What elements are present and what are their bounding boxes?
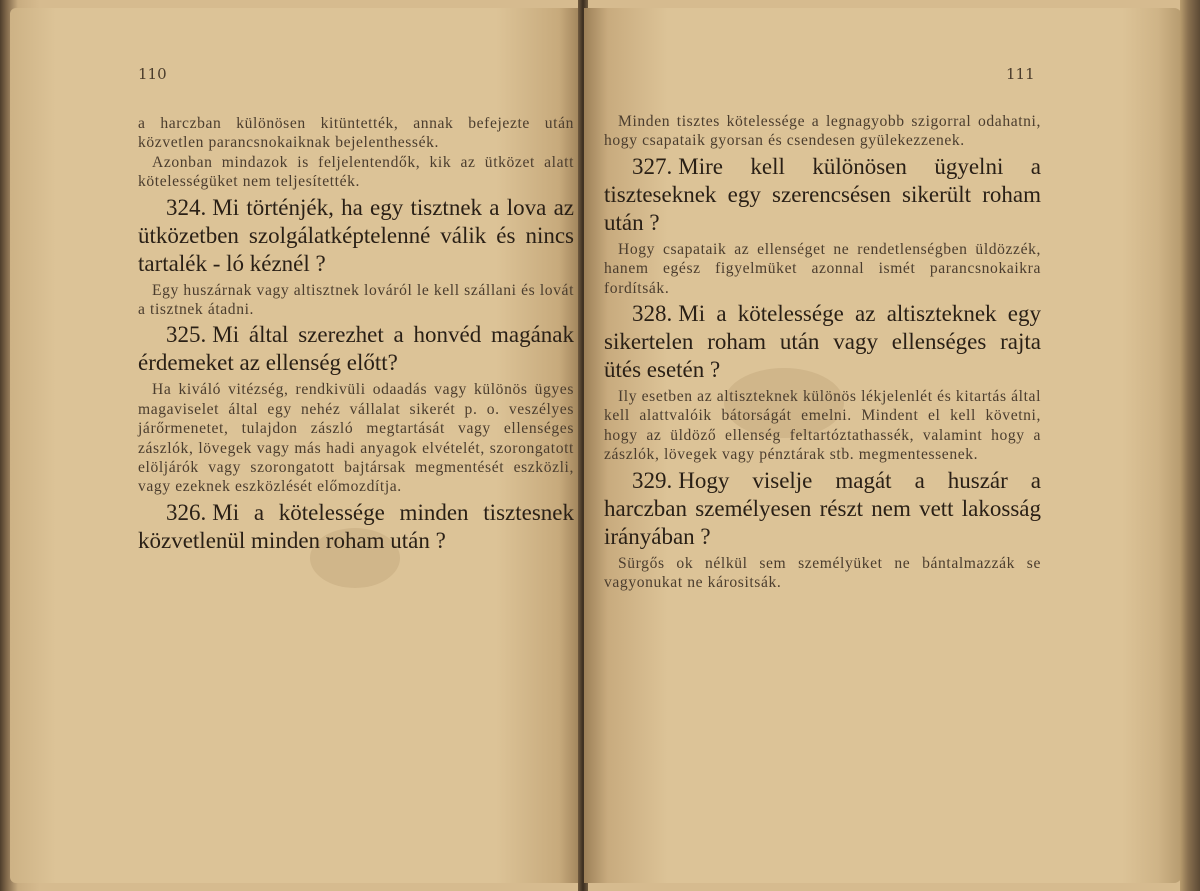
question-number: 325. — [166, 322, 207, 348]
question-text: Mi a kötelessége minden tisztesnek közvetlenül minden roham után ? — [138, 499, 574, 553]
question-number: 326. — [166, 499, 207, 525]
answer-paragraph: a harczban különösen kitüntették, annak befejezte után közvetlen parancsnokaiknak bejelenthessék. — [138, 115, 574, 152]
answer-paragraph: Minden tisztes kötelessége a legnagyobb szigorral odahatni, hogy csapataik gyorsan és csendesen gyülekezzenek. — [604, 113, 1041, 150]
question-heading — [604, 153, 1041, 237]
page-number: 110 — [138, 65, 167, 83]
question-number: 327. — [632, 153, 673, 179]
question-heading — [138, 321, 574, 377]
answer-paragraph: Egy huszárnak vagy altisztnek lováról le kell szállani és lovát a tisztnek átadni. — [138, 281, 574, 319]
answer-paragraph: Sürgős ok nélkül sem személyüket ne bántalmazzák se vagyonukat ne kárositsák. — [604, 554, 1041, 592]
answer-paragraph: Azonban mindazok is feljelentendők, kik az ütközet alatt kötelességüket nem teljesítették. — [138, 153, 574, 191]
right-text-column — [604, 112, 1041, 592]
page-number: 111 — [1006, 65, 1035, 83]
question-number: 324. — [166, 194, 207, 220]
answer-paragraph: Ily esetben az altiszteknek különös lékjelenlét és kitartás által kell alattvalóik bátorságát emelni. Mindent el kell követni, hogy az üldöző ellenség feltartóztathassék, valamint hogy a zászlók, lövegek vagy pénztárak stb. megmentessenek. — [604, 388, 1041, 464]
question-heading — [604, 300, 1041, 384]
question-heading — [138, 499, 574, 555]
answer-paragraph: Hogy csapataik az ellenséget ne rendetlenségben üldözzék, hanem egész figyelmüket azonnal ismét parancsnokaikra fordítsák. — [604, 240, 1041, 297]
answer-paragraph: Ha kiváló vitézség, rendkivüli odaadás vagy különös ügyes magaviselet által egy nehéz vállalat sikerét p. o. veszélyes járőrmenetet, tulajdon zászló megtartását vagy ellenséges zászlók, lövegek vagy más hadi anyagok elvételét, szorongatott elöljárók vagy szorongatott bajtársak megmentését eszközli, vagy ezeknek eszközlését előmozdítja. — [138, 381, 574, 496]
question-text: Mi által szerezhet a honvéd magának érdemeket az ellenség előtt? — [138, 322, 574, 376]
question-text: Mire kell különösen ügyelni a tiszteseknek egy szerencsésen sikerült roham után ? — [604, 153, 1041, 235]
right-page — [584, 8, 1182, 883]
question-text: Hogy viselje magát a huszár a harczban személyesen részt nem vett lakosság irányában ? — [604, 467, 1041, 549]
question-text: Mi a kötelessége az altiszteknek egy sikertelen roham után vagy ellenséges rajta ütés esetén ? — [604, 301, 1041, 383]
question-text: Mi történjék, ha egy tisztnek a lova az ütközetben szolgálatképtelenné válik és nincs tartalék - ló kéznél ? — [138, 194, 574, 276]
question-heading — [138, 194, 574, 278]
book-edge — [1180, 0, 1200, 891]
question-heading — [604, 467, 1041, 551]
left-page — [10, 8, 582, 883]
question-number: 328. — [632, 301, 673, 327]
left-text-column — [138, 114, 574, 558]
question-number: 329. — [632, 467, 673, 493]
